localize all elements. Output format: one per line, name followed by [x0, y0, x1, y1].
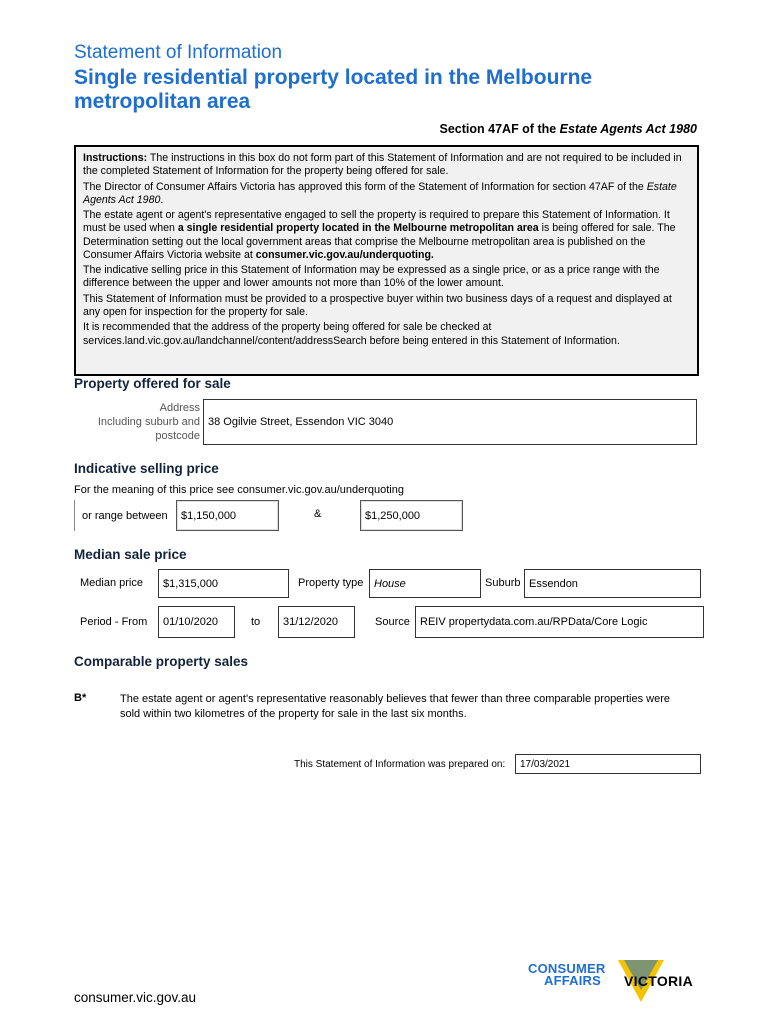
period-to-field[interactable]: 31/12/2020 [278, 606, 355, 638]
instructions-p3-text2: is being offered for sale. The Determination setting out the local government areas that comprise the Melbourne metropolitan area is published on the Consumer Affairs Victoria website at [83, 222, 676, 261]
range-ampersand: & [314, 508, 322, 520]
property-heading: Property offered for sale [74, 376, 231, 391]
suburb-label: Suburb [485, 577, 521, 589]
document-kicker: Statement of Information [74, 42, 283, 63]
instructions-p1-text: The instructions in this box do not form part of this Statement of Information and are not required to be included in the completed Statement of Information for the property being offered for sale. [83, 152, 682, 178]
logo-line1: CONSUMER [528, 961, 606, 976]
comparable-heading: Comparable property sales [74, 654, 249, 669]
section-act: Estate Agents Act 1980 [559, 122, 697, 136]
range-low-field[interactable]: $1,150,000 [176, 500, 279, 531]
instructions-p2-end: . [160, 193, 164, 206]
footer-url[interactable]: consumer.vic.gov.au [74, 990, 197, 1005]
range-label: or range between [82, 510, 168, 522]
prepared-date-field[interactable]: 17/03/2021 [515, 754, 701, 774]
prepared-label: This Statement of Information was prepared on: [294, 759, 506, 770]
instructions-p4: The indicative selling price in this Statement of Information may be expressed as a single price, or as a price range with the difference between the upper and lower amounts not more than 10% of the lower amount. [83, 264, 660, 290]
median-price-label: Median price [80, 577, 143, 589]
period-from-field[interactable]: 01/10/2020 [158, 606, 235, 638]
logo-victoria: VICTORIA [624, 973, 694, 989]
instructions-p2 [83, 181, 689, 207]
indicative-heading: Indicative selling price [74, 461, 219, 476]
range-divider [74, 500, 75, 531]
instructions-p2-text: The Director of Consumer Affairs Victoria has approved this form of the Statement of Information for section 47AF of the [83, 180, 647, 193]
property-type-field[interactable]: House [369, 569, 481, 598]
consumer-affairs-victoria-logo [528, 958, 708, 1004]
range-high-field[interactable]: $1,250,000 [360, 500, 463, 531]
source-field[interactable]: REIV propertydata.com.au/RPData/Core Logic [415, 606, 704, 638]
instructions-p3 [83, 209, 689, 262]
comparable-text: The estate agent or agent's representative reasonably believes that fewer than three comparable properties were sold within two kilometres of the property for sale in the last six months. [120, 693, 670, 720]
period-from-label: Period - From [80, 616, 148, 628]
instructions-p5: This Statement of Information must be provided to a prospective buyer within two business days of a request and displayed at any open for inspection for the property for sale. [83, 292, 672, 318]
comparable-marker: B* [74, 692, 87, 704]
instructions-box [74, 145, 699, 376]
instructions-p3-bold: a single residential property located in the Melbourne metropolitan area [177, 222, 539, 235]
instructions-p3-text: The estate agent or agent's representative engaged to sell the property is required to prepare this Statement of Information. It must be used when [83, 209, 670, 235]
period-to-label: to [251, 616, 261, 628]
address-label [80, 401, 200, 443]
address-label-line1: Address [159, 402, 200, 414]
instructions-p1 [83, 152, 689, 178]
logo-line2: AFFAIRS [544, 973, 602, 988]
address-field[interactable]: 38 Ogilvie Street, Essendon VIC 3040 [203, 399, 697, 445]
instructions-p6: It is recommended that the address of the property being offered for sale be checked at services.land.vic.gov.au/landchannel/content/addressSearch before being entered in this Statement of Information. [83, 321, 620, 347]
address-label-line2: Including suburb and [97, 416, 200, 428]
indicative-note: For the meaning of this price see consumer.vic.gov.au/underquoting [74, 484, 404, 496]
property-type-label: Property type [298, 577, 364, 589]
document-title: Single residential property located in the Melbourne metropolitan area [74, 66, 593, 113]
instructions-lead: Instructions: [83, 152, 148, 164]
section-prefix: Section 47AF of the [439, 122, 560, 136]
median-price-field[interactable]: $1,315,000 [158, 569, 289, 598]
suburb-field[interactable]: Essendon [524, 569, 701, 598]
source-label: Source [375, 616, 410, 628]
median-heading: Median sale price [74, 547, 187, 562]
instructions-p2-act: Estate Agents Act 1980 [83, 180, 677, 206]
instructions-p3-link: consumer.vic.gov.au/underquoting. [255, 248, 434, 261]
section-reference [440, 122, 697, 136]
address-label-line3: postcode [155, 430, 200, 442]
